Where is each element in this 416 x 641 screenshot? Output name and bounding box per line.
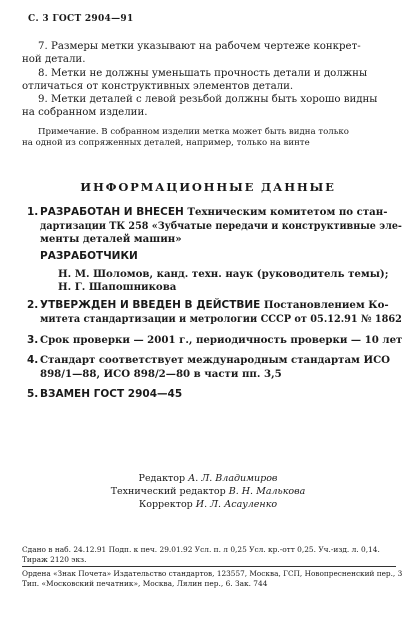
- section-1-lead: РАЗРАБОТАН И ВНЕСЕН: [40, 206, 184, 218]
- editor-role: Редактор: [138, 473, 189, 484]
- item-8-line-1: 8. Метки не должны уменьшать прочность детали и должны: [38, 68, 368, 79]
- section-3-text: Срок проверки — 2001 г., периодичность проверки — 10 лет: [40, 334, 403, 346]
- item-8-line-2: отличаться от конструктивных элементов детали.: [22, 81, 294, 92]
- section-1-number: 1.: [27, 206, 39, 218]
- section-2-lead: УТВЕРЖДЕН И ВВЕДЕН В ДЕЙСТВИЕ: [40, 299, 261, 311]
- section-1-line-2: дартизации ТК 258 «Зубчатые передачи и конструктивные эле-: [40, 220, 402, 232]
- imprint-line-2: Тираж 2120 экз.: [22, 555, 87, 564]
- item-9-line-2: на собранном изделии.: [22, 107, 148, 118]
- page-header: С. 3 ГОСТ 2904—91: [28, 14, 134, 24]
- section-2-line-1: [40, 299, 389, 312]
- section-4-line-1: Стандарт соответствует международным стандартам ИСО: [40, 354, 391, 366]
- section-1-line-3: менты деталей машин»: [40, 233, 182, 245]
- developer-2: Н. Г. Шапошникова: [58, 281, 177, 293]
- note-line-2: на одной из сопряженных деталей, например, только на винте: [22, 138, 310, 148]
- corrector-role: Корректор: [138, 499, 196, 510]
- developers-title: РАЗРАБОТЧИКИ: [40, 250, 138, 262]
- imprint-divider: [22, 566, 396, 567]
- section-5-text: ВЗАМЕН ГОСТ 2904—45: [40, 388, 183, 400]
- section-1-line-1: [40, 206, 387, 219]
- imprint-line-3: Ордена «Знак Почета» Издательство стандартов, 123557, Москва, ГСП, Новопресненский пер., 3: [22, 569, 403, 578]
- tech-editor-role: Технический редактор: [110, 486, 229, 497]
- section-1-rest: Техническим комитетом по стан-: [183, 206, 388, 218]
- section-5-number: 5.: [27, 388, 39, 400]
- editor-line: [0, 472, 416, 485]
- item-9-line-1: 9. Метки деталей с левой резьбой должны быть хорошо видны: [38, 94, 378, 105]
- imprint-line-4: Тип. «Московский печатник», Москва, Лялин пер., 6. Зак. 744: [22, 579, 268, 588]
- editor-name: А. Л. Владимиров: [188, 473, 278, 484]
- section-4-line-2: 898/1—88, ИСО 898/2—80 в части пп. 3,5: [40, 368, 282, 380]
- info-title: ИНФОРМАЦИОННЫЕ ДАННЫЕ: [80, 180, 336, 194]
- developer-1: Н. М. Шоломов, канд. техн. наук (руководитель темы);: [58, 268, 389, 280]
- section-2-line-2: митета стандартизации и метрологии СССР от 05.12.91 № 1862: [40, 313, 402, 325]
- section-4-number: 4.: [27, 354, 39, 366]
- section-2-rest: Постановлением Ко-: [260, 299, 389, 311]
- item-7-line-1: 7. Размеры метки указывают на рабочем чертеже конкрет-: [38, 41, 361, 52]
- tech-editor-name: В. Н. Малькова: [228, 486, 306, 497]
- note-line-1: Примечание. В собранном изделии метка может быть видна только: [38, 127, 349, 137]
- item-7-line-2: ной детали.: [22, 54, 86, 65]
- corrector-name: И. Л. Асауленко: [195, 499, 278, 510]
- section-2-number: 2.: [27, 299, 39, 311]
- section-3-number: 3.: [27, 334, 39, 346]
- imprint-line-1: Сдано в наб. 24.12.91 Подп. к печ. 29.01.92 Усл. п. л 0,25 Усл. кр.-отт 0,25. Уч.-изд. л. 0,14.: [22, 545, 380, 554]
- corrector-line: [0, 498, 416, 511]
- tech-editor-line: [0, 485, 416, 498]
